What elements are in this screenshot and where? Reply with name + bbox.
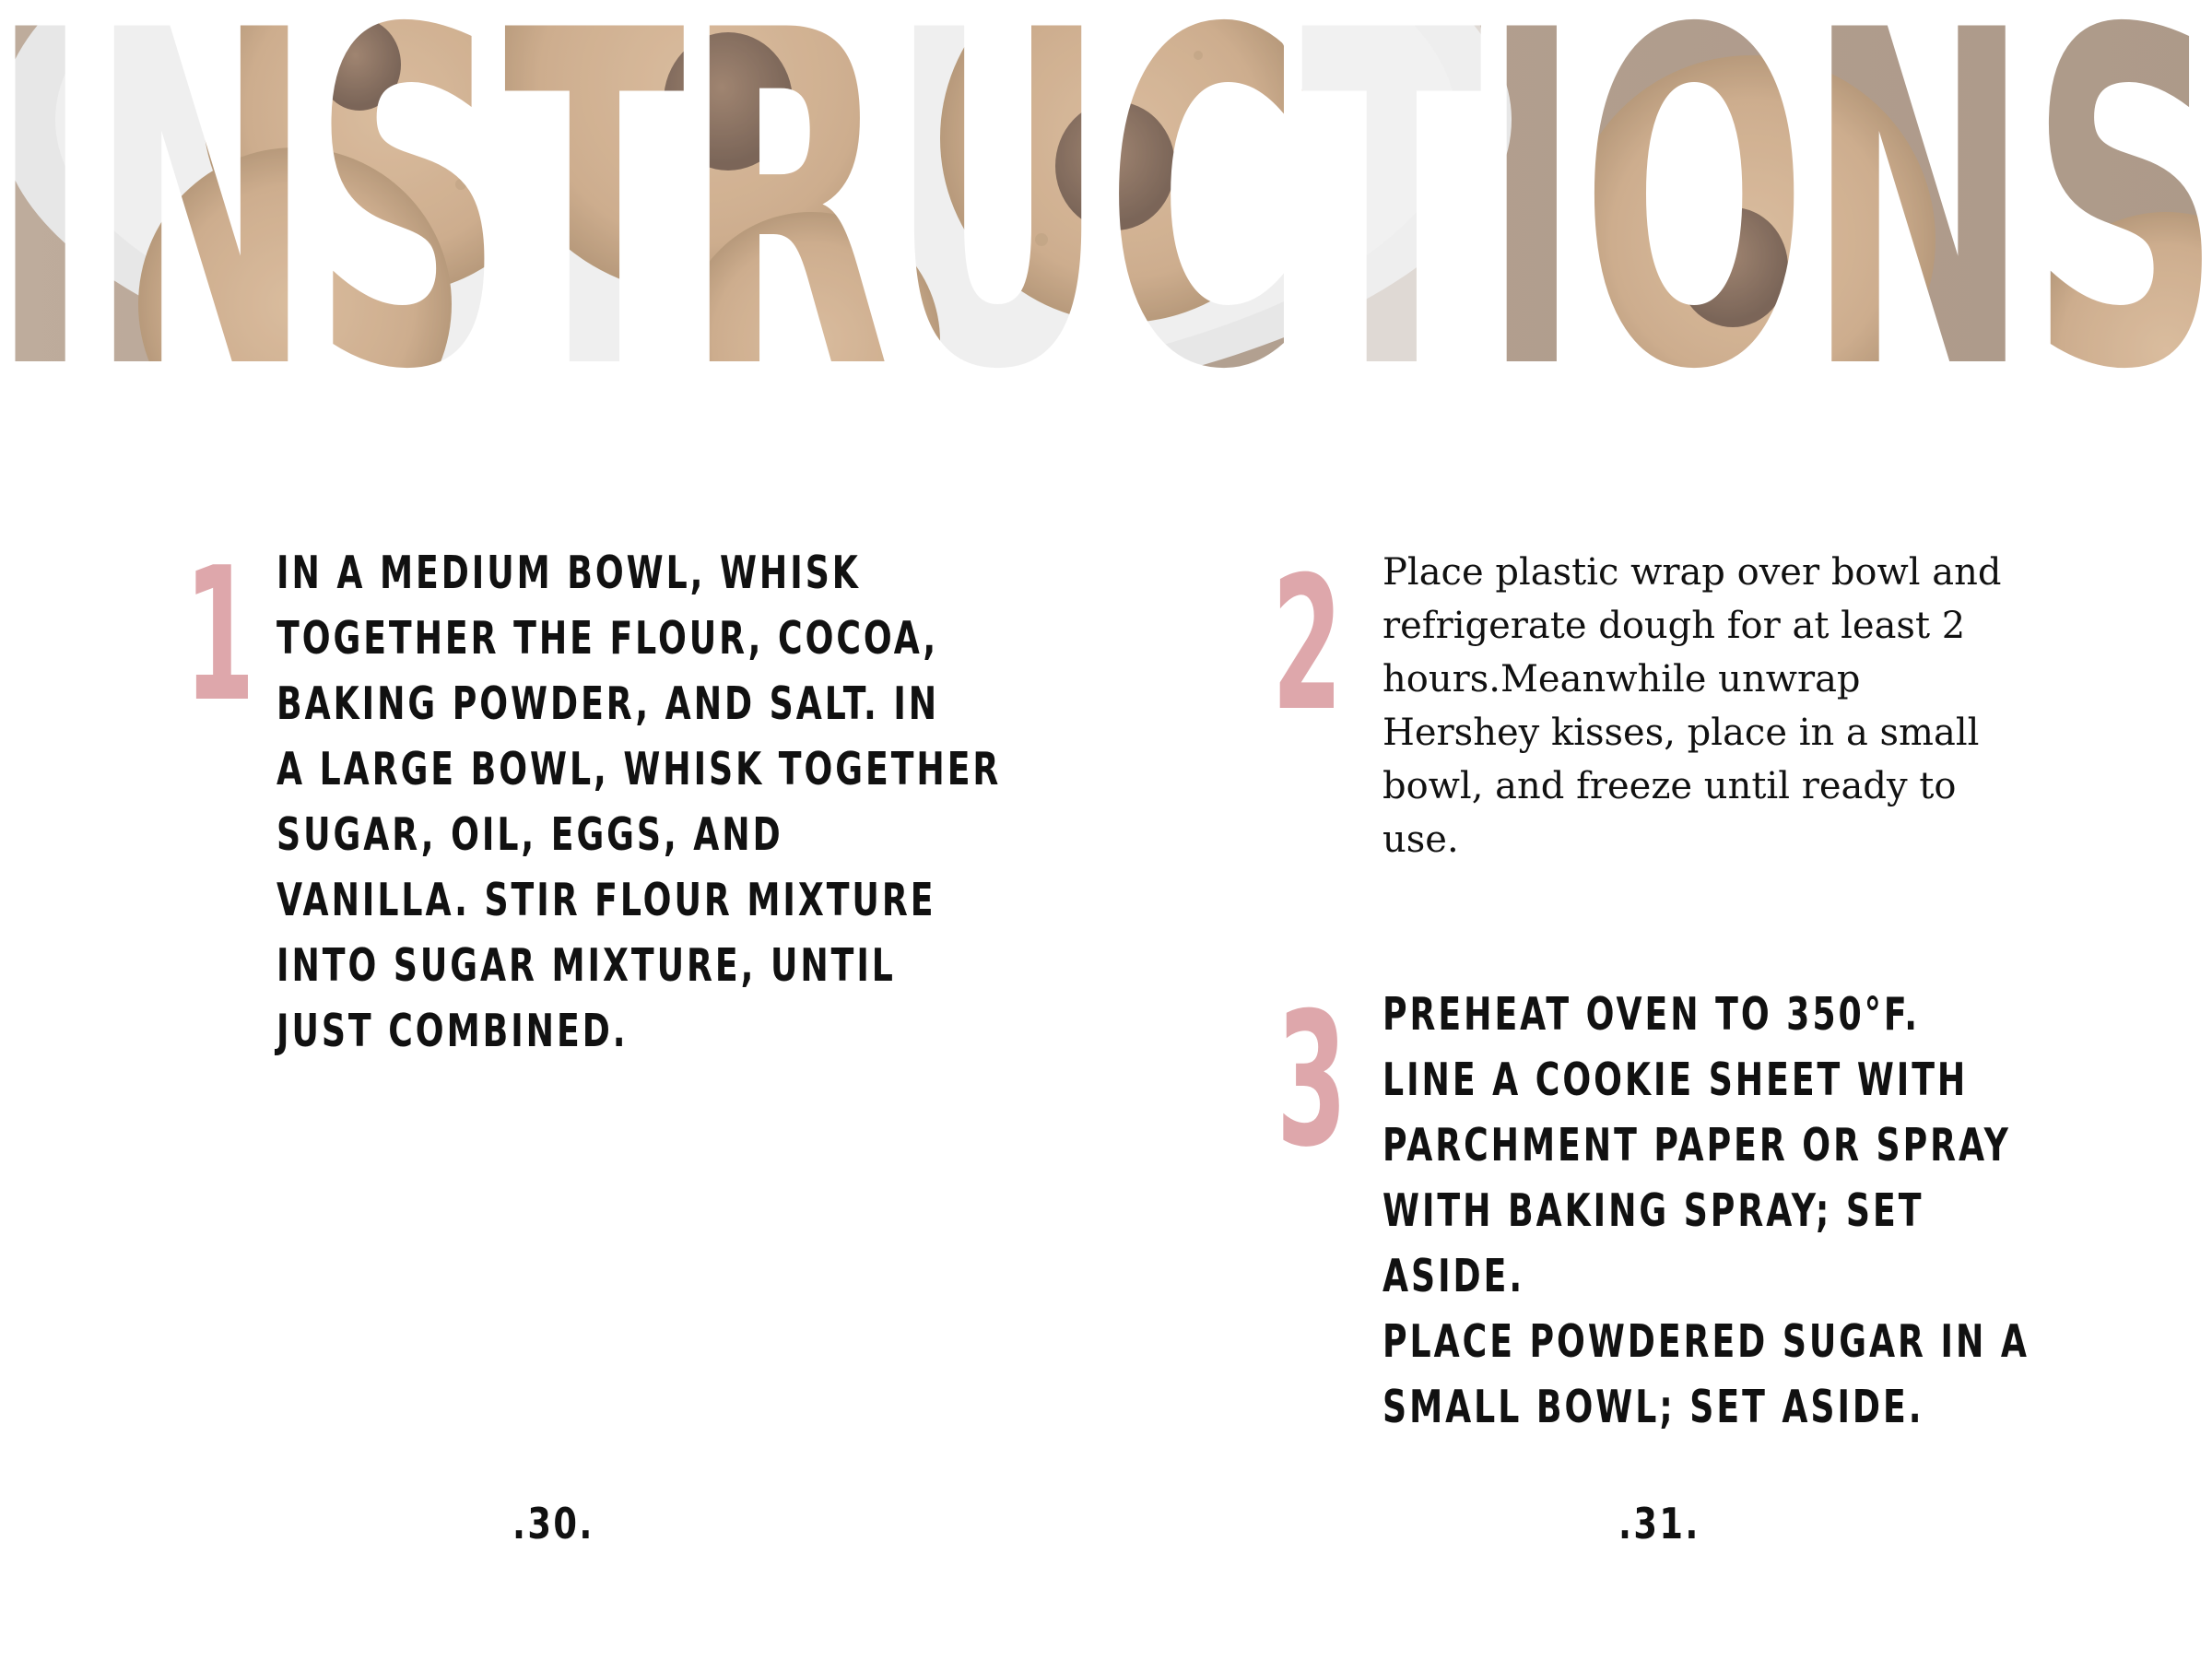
step-3-number: 3: [1277, 973, 1347, 1188]
step-1-number: 1: [184, 528, 255, 743]
page-number-left: .30.: [512, 1499, 594, 1548]
page-number-right: .31.: [1618, 1499, 1700, 1548]
headline-photo: [0, 0, 2212, 369]
step-2-text: Place plastic wrap over bowl and refrigerate dough for at least 2 hours.Meanwhile unwrap Hershey kisses, place in a small bowl, and freeze until ready to use.: [1382, 551, 2002, 861]
step-2-number: 2: [1272, 537, 1343, 752]
step-1-text: IN A MEDIUM BOWL, WHISK TOGETHER THE FLOUR, COCOA, BAKING POWDER, AND SALT. IN A LARGE BOWL, WHISK TOGETHER SUGAR, OIL, EGGS, AND VANILLA. STIR FLOUR MIXTURE INTO SUGAR MIXTURE, UNTIL JUST COMBINED.: [276, 547, 1002, 1057]
step-3-text: PREHEAT OVEN TO 350°F. LINE A COOKIE SHEET WITH PARCHMENT PAPER OR SPRAY WITH BAKING SPRAY; SET ASIDE. PLACE POWDERED SUGAR IN A SMALL BOWL; SET ASIDE.: [1382, 988, 2030, 1433]
instructions-headline: [0, 0, 2212, 369]
headline-photo-text: [0, 0, 2212, 369]
